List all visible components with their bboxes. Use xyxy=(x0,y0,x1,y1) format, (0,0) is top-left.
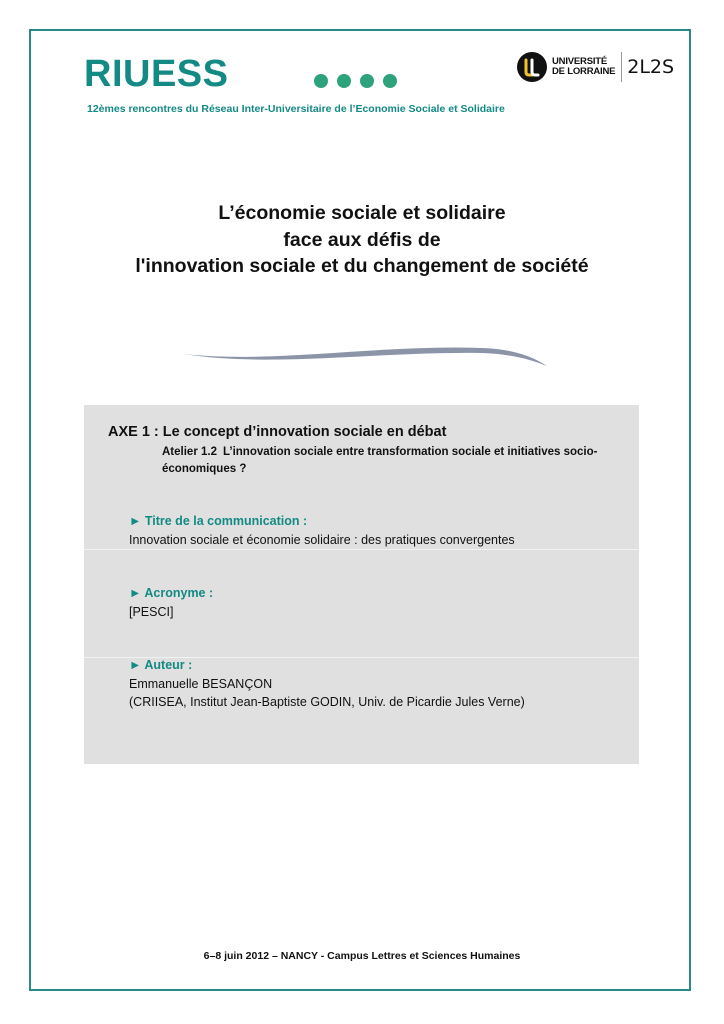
axe-heading: AXE 1 : Le concept d’innovation sociale en débat xyxy=(108,424,447,440)
logo-divider xyxy=(621,52,622,82)
panel-section-acronyme xyxy=(84,549,639,657)
university-logo xyxy=(517,52,674,82)
atelier-number: Atelier 1.2 xyxy=(162,446,217,458)
auteur-name: Emmanuelle BESANÇON xyxy=(129,677,273,691)
brand-title: RIUESS xyxy=(84,53,229,95)
dot xyxy=(314,74,328,88)
title-line-3: l'innovation sociale et du changement de société xyxy=(135,255,589,277)
panel-section-communication xyxy=(84,405,639,549)
document-title xyxy=(0,200,724,280)
communication-title: Innovation sociale et économie solidaire : des pratiques convergentes xyxy=(129,533,515,547)
university-name-line2: DE LORRAINE xyxy=(552,66,616,77)
title-line-2: face aux défis de xyxy=(283,228,441,251)
atelier-text: L’innovation sociale entre transformation sociale et initiatives socio-économiques ? xyxy=(162,446,598,475)
title-line-1: L’économie sociale et solidaire xyxy=(218,202,506,224)
dot xyxy=(383,74,397,88)
lab-logo: 2L2S xyxy=(627,56,675,78)
communication-label: ► Titre de la communication : xyxy=(129,514,308,528)
auteur-label: ► Auteur : xyxy=(129,658,193,672)
info-panel xyxy=(84,405,639,764)
decorative-swoosh xyxy=(182,340,550,370)
decorative-dots xyxy=(314,74,397,88)
conference-subtitle: 12èmes rencontres du Réseau Inter-Universitaire de l’Economie Sociale et Solidaire xyxy=(87,103,505,115)
dot xyxy=(337,74,351,88)
dot xyxy=(360,74,374,88)
university-name xyxy=(552,57,615,77)
event-footer: 6–8 juin 2012 – NANCY - Campus Lettres et Sciences Humaines xyxy=(203,950,521,962)
university-name-line1: UNIVERSITÉ xyxy=(552,56,608,67)
auteur-affiliation: (CRIISEA, Institut Jean-Baptiste GODIN, Univ. de Picardie Jules Verne) xyxy=(129,695,525,709)
atelier-heading xyxy=(162,444,632,478)
acronyme-value: [PESCI] xyxy=(129,605,174,619)
university-logo-icon xyxy=(517,52,547,82)
acronyme-label: ► Acronyme : xyxy=(129,586,214,600)
panel-section-auteur xyxy=(84,657,639,764)
